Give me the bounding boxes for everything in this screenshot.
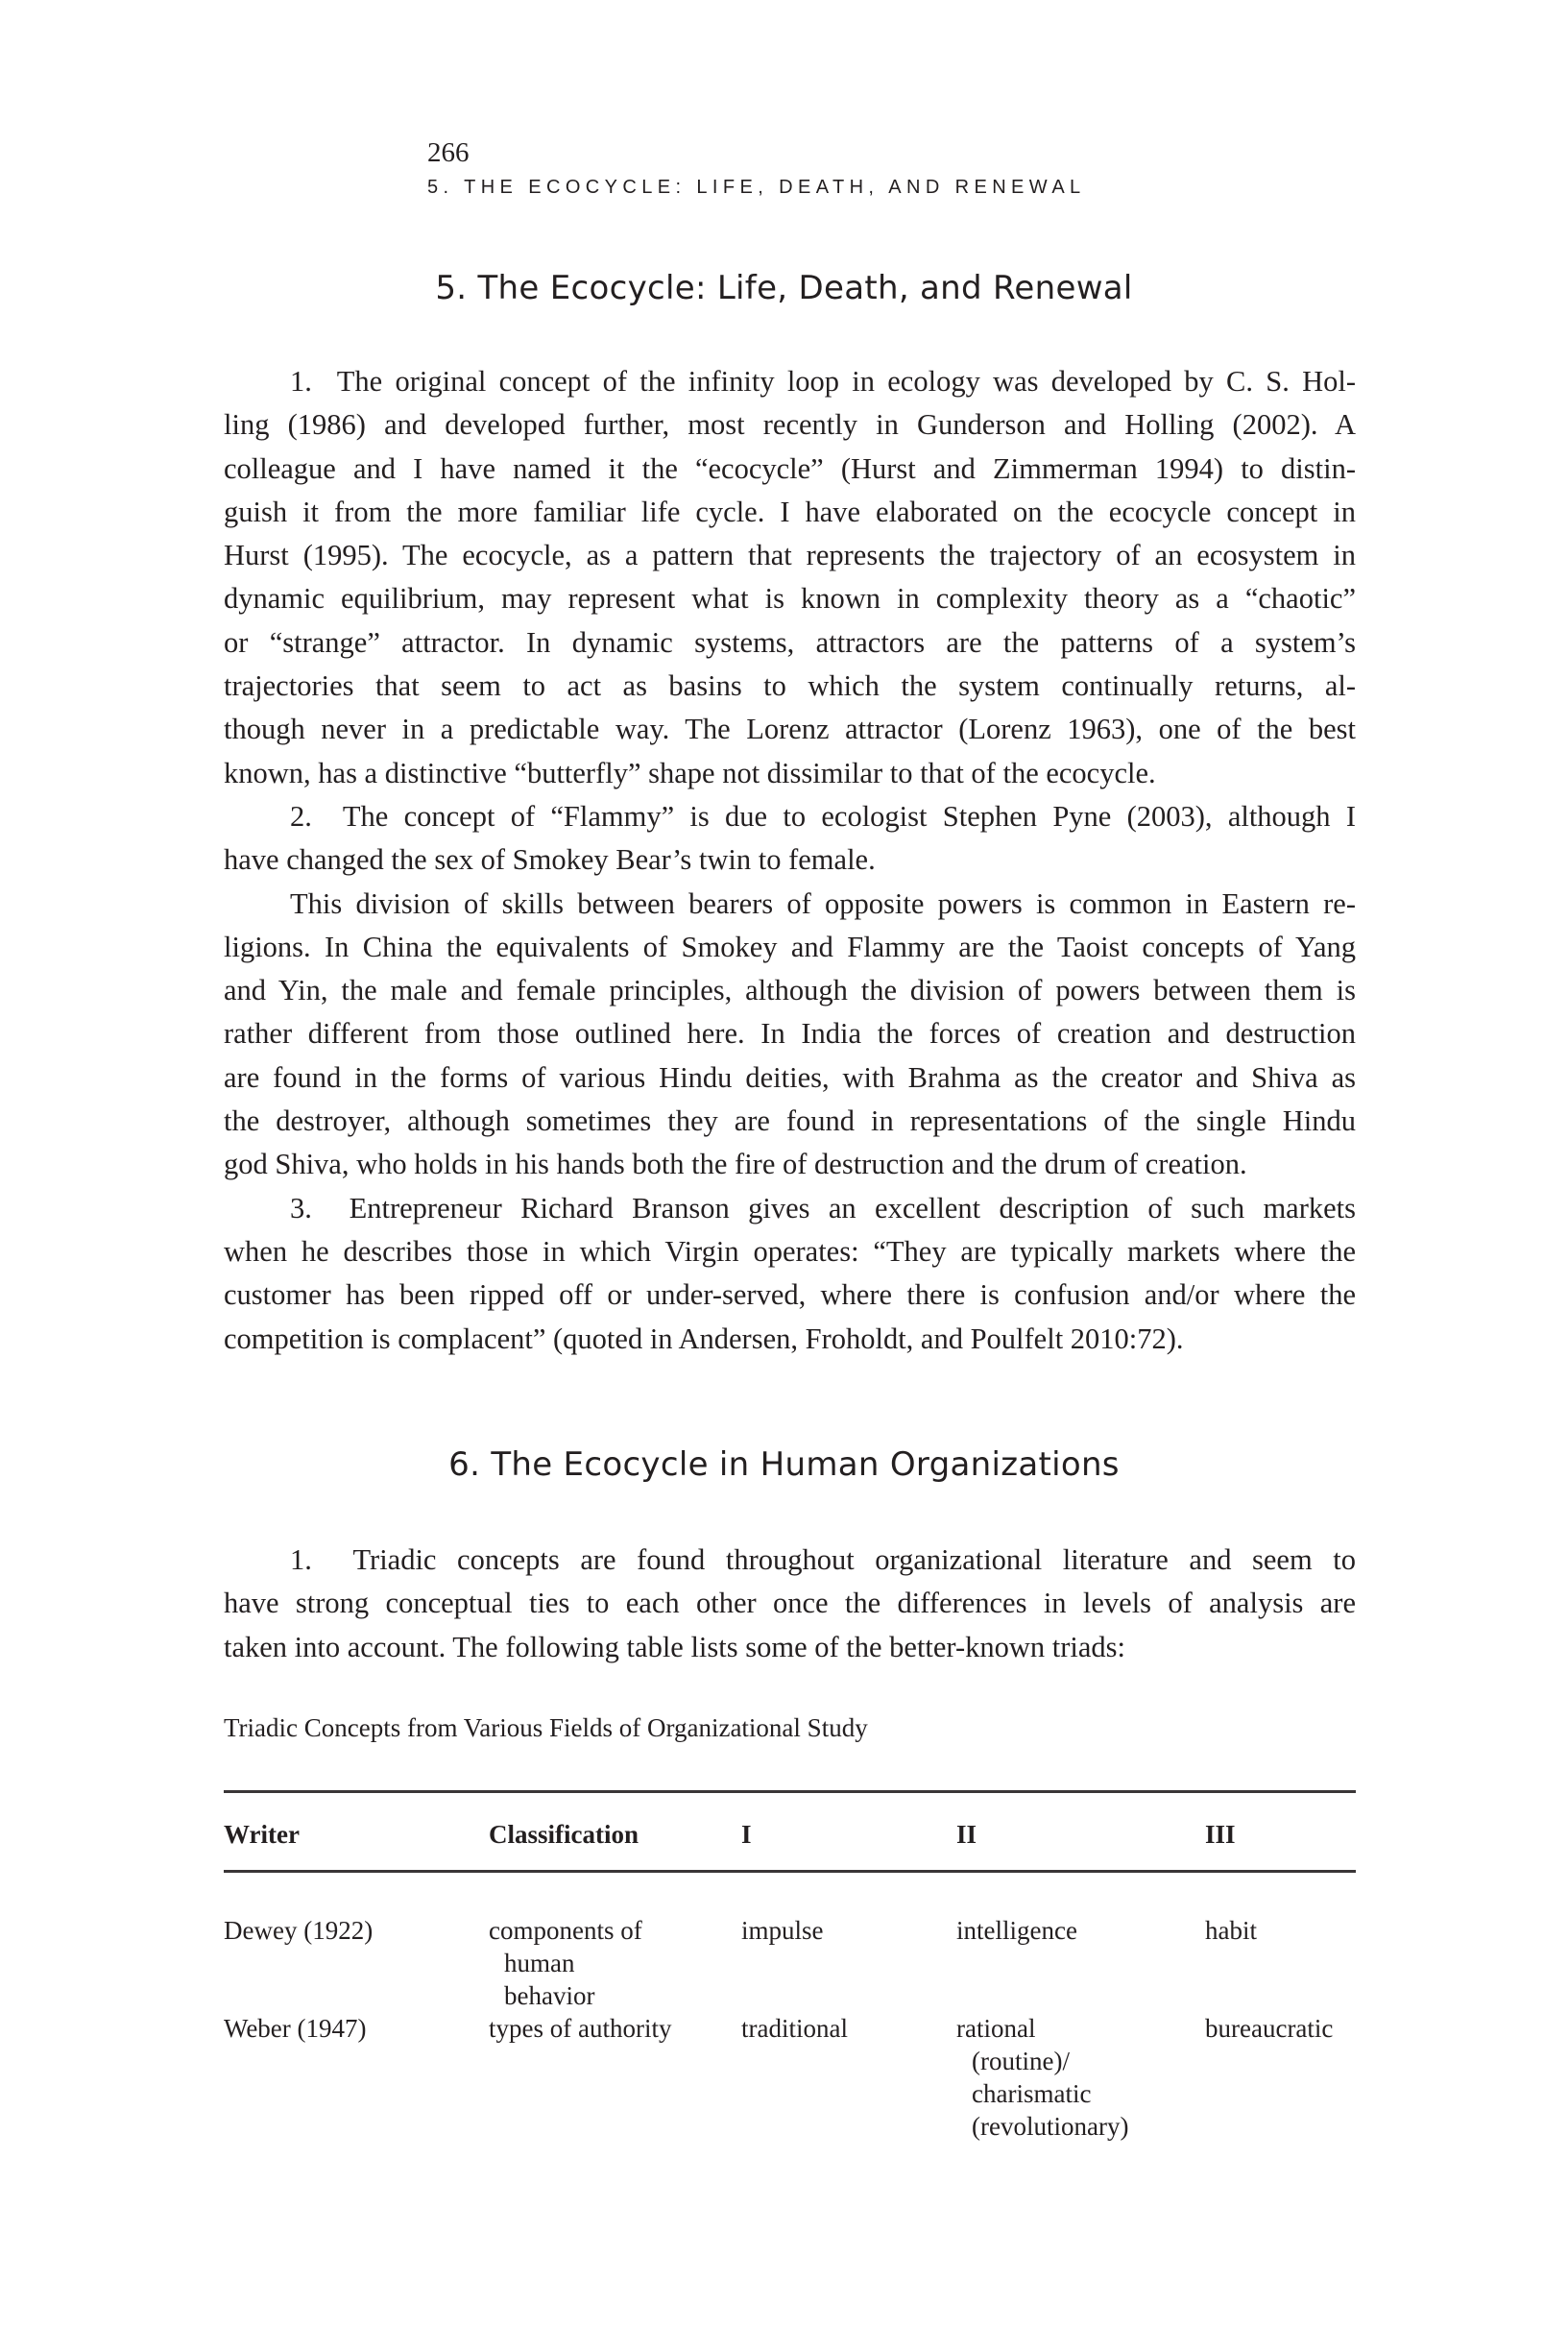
text-line: 1. Triadic concepts are found throughout organizational literature and seem to bbox=[290, 1543, 1356, 1576]
text-line: when he describes those in which Virgin operates: “They are typically markets where the bbox=[224, 1234, 1356, 1268]
cell-text-line: Weber (1947) bbox=[224, 2014, 367, 2043]
text-line: competition is complacent” (quoted in Andersen, Froholdt, and Poulfelt 2010:72). bbox=[224, 1321, 1184, 1355]
text-line: Hurst (1995). The ecocycle, as a pattern that represents the trajectory of an ecosystem in bbox=[224, 539, 1356, 572]
cell-iii bbox=[1205, 2012, 1333, 2045]
text-line: are found in the forms of various Hindu deities, with Brahma as the creator and Shiva as bbox=[224, 1060, 1356, 1094]
section-6-notes bbox=[224, 1539, 1356, 1669]
cell-text-line: Dewey (1922) bbox=[224, 1916, 374, 1945]
section-5-notes bbox=[224, 360, 1356, 1361]
cell-ii bbox=[956, 1914, 1077, 1947]
text-line: or “strange” attractor. In dynamic systems, attractors are the patterns of a system’s bbox=[224, 625, 1356, 659]
table-header-row bbox=[224, 1818, 1356, 1851]
cell-text-line: (revolutionary) bbox=[972, 2112, 1129, 2141]
text-line: known, has a distinctive “butterfly” shape not dissimilar to that of the ecocycle. bbox=[224, 756, 1156, 789]
cell-writer bbox=[224, 2012, 367, 2045]
running-head: 5. THE ECOCYCLE: LIFE, DEATH, AND RENEWAL bbox=[427, 177, 1086, 198]
text-line: though never in a predictable way. The Lorenz attractor (Lorenz 1963), one of the best bbox=[224, 713, 1356, 746]
text-line: ligions. In China the equivalents of Smokey and Flammy are the Taoist concepts of Yang bbox=[224, 930, 1356, 963]
cell-text-line: (routine)/ bbox=[972, 2047, 1070, 2075]
cell-text-line: intelligence bbox=[956, 1916, 1077, 1945]
text-line: the destroyer, although sometimes they are found in representations of the single Hindu bbox=[224, 1104, 1356, 1138]
cell-iii bbox=[1205, 1914, 1257, 1947]
column-header-writer: Writer bbox=[224, 1820, 300, 1849]
text-line: god Shiva, who holds in his hands both the fire of destruction and the drum of creation. bbox=[224, 1148, 1247, 1181]
text-line: customer has been ripped off or under-served, where there is confusion and/or where the bbox=[224, 1278, 1356, 1312]
cell-text-line: human bbox=[504, 1949, 575, 1977]
text-line: rather different from those outlined here. In India the forces of creation and destruction bbox=[224, 1017, 1356, 1051]
cell-text-line: components of bbox=[489, 1916, 642, 1945]
cell-i bbox=[741, 1914, 824, 1947]
cell-ii bbox=[956, 2012, 1128, 2143]
table-header-rule bbox=[224, 1870, 1356, 1873]
cell-text-line: charismatic bbox=[972, 2079, 1092, 2108]
cell-text-line: rational bbox=[956, 2014, 1036, 2043]
text-line: have strong conceptual ties to each other once the differences in levels of analysis are bbox=[224, 1587, 1356, 1620]
cell-text-line: traditional bbox=[741, 2014, 848, 2043]
column-header-i: I bbox=[741, 1820, 752, 1849]
cell-text-line: bureaucratic bbox=[1205, 2014, 1334, 2043]
cell-text-line: habit bbox=[1205, 1916, 1257, 1945]
cell-text-line: behavior bbox=[504, 1981, 595, 2010]
cell-classification bbox=[489, 2012, 671, 2045]
text-line: have changed the sex of Smokey Bear’s twin to female. bbox=[224, 843, 876, 877]
cell-text-line: types of authority bbox=[489, 2014, 672, 2043]
column-header-ii: II bbox=[956, 1820, 977, 1849]
text-line: 1. The original concept of the infinity loop in ecology was developed by C. S. Hol- bbox=[290, 365, 1356, 398]
table-top-rule bbox=[224, 1790, 1356, 1793]
section-5-title: 5. The Ecocycle: Life, Death, and Renewal bbox=[435, 269, 1133, 307]
text-line: trajectories that seem to act as basins to which the system continually returns, al- bbox=[224, 669, 1356, 703]
text-line: dynamic equilibrium, may represent what is known in complexity theory as a “chaotic” bbox=[224, 582, 1356, 616]
cell-i bbox=[741, 2012, 848, 2045]
text-line: guish it from the more familiar life cycle. I have elaborated on the ecocycle concept in bbox=[224, 495, 1356, 528]
text-line: taken into account. The following table lists some of the better-known triads: bbox=[224, 1630, 1126, 1663]
cell-classification bbox=[489, 1914, 642, 2012]
section-6-title: 6. The Ecocycle in Human Organizations bbox=[448, 1445, 1120, 1484]
text-line: and Yin, the male and female principles, although the division of powers between them is bbox=[224, 974, 1356, 1007]
column-header-iii: III bbox=[1205, 1820, 1236, 1849]
text-line: 3. Entrepreneur Richard Branson gives an excellent description of such markets bbox=[290, 1191, 1356, 1224]
page-number: 266 bbox=[427, 137, 470, 168]
table-caption: Triadic Concepts from Various Fields of Organizational Study bbox=[224, 1713, 868, 1742]
cell-text-line: impulse bbox=[741, 1916, 824, 1945]
text-line: colleague and I have named it the “ecocycle” (Hurst and Zimmerman 1994) to distin- bbox=[224, 451, 1356, 485]
text-line: This division of skills between bearers of opposite powers is common in Eastern re- bbox=[290, 886, 1356, 920]
text-line: ling (1986) and developed further, most recently in Gunderson and Holling (2002). A bbox=[224, 408, 1356, 442]
cell-writer bbox=[224, 1914, 373, 1947]
text-line: 2. The concept of “Flammy” is due to ecologist Stephen Pyne (2003), although I bbox=[290, 799, 1356, 833]
column-header-classification: Classification bbox=[489, 1820, 639, 1849]
